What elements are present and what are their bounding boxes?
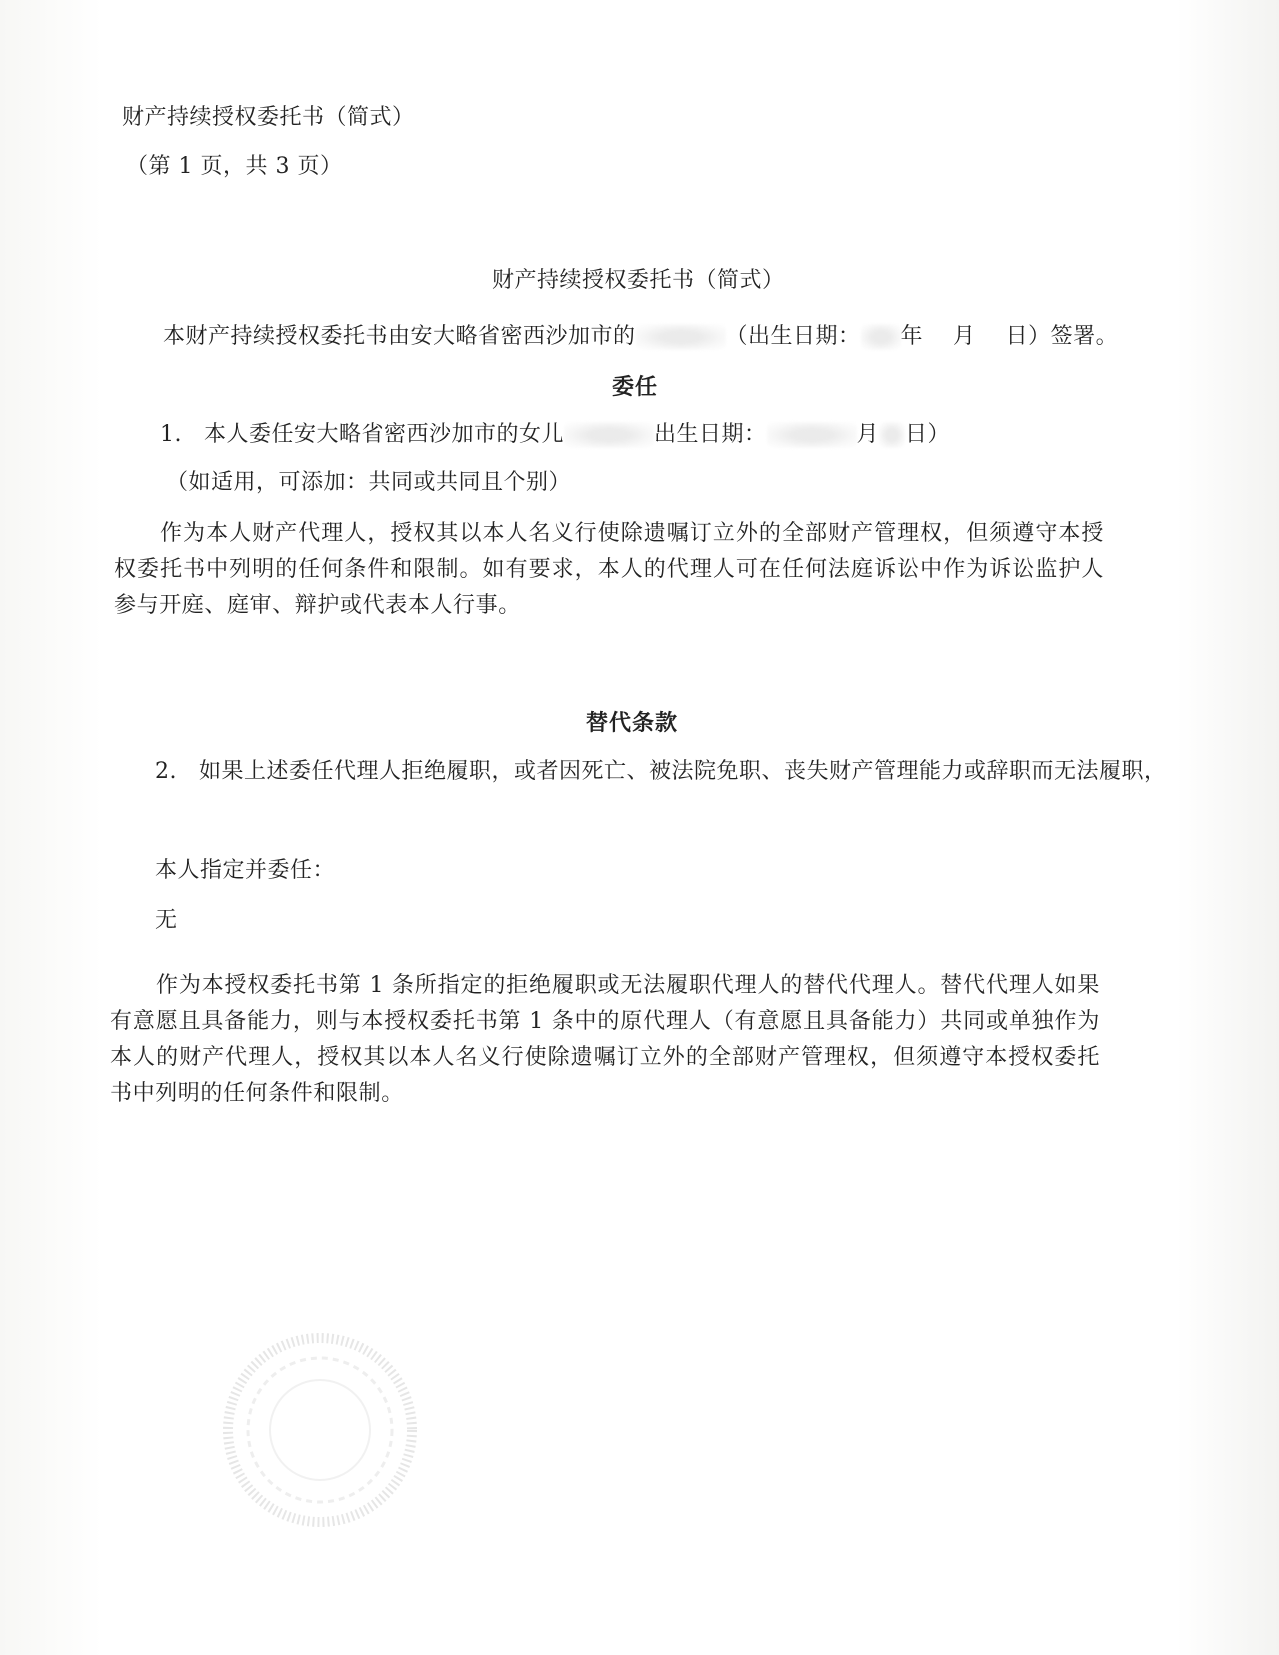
redaction-blur	[767, 422, 857, 448]
redaction-blur	[564, 422, 654, 448]
appoint-text-1: 本人委任安大略省密西沙加市的女儿	[204, 422, 565, 447]
redaction-blur	[636, 324, 726, 350]
appoint-day: 日）	[905, 422, 951, 447]
intro-text-2: （出生日期：	[725, 324, 861, 349]
appoint-month: 月	[856, 422, 880, 447]
section-heading-appoint: 委任	[612, 374, 659, 400]
header-page-info: （第 1 页，共 3 页）	[126, 154, 343, 179]
redaction-blur	[861, 324, 901, 350]
appoint-item-1	[160, 420, 950, 450]
intro-month: 月	[953, 324, 976, 349]
substitute-item-2	[155, 757, 1167, 787]
appoint-note: （如适用，可添加：共同或共同且个别）	[166, 470, 572, 495]
item-number: 1.	[160, 422, 182, 447]
header-doc-title: 财产持续授权委托书（简式）	[122, 105, 415, 130]
designate-none: 无	[155, 908, 178, 933]
section-heading-substitute: 替代条款	[586, 710, 679, 736]
appoint-body: 作为本人财产代理人，授权其以本人名义行使除遗嘱订立外的全部财产管理权，但须遵守本授权委托书中列明的任何条件和限制。如有要求，本人的代理人可在任何法庭诉讼中作为诉讼监护人参与开庭、庭审、辩护或代表本人行事。	[114, 521, 1104, 618]
intro-year: 年	[900, 324, 924, 349]
page-title: 财产持续授权委托书（简式）	[492, 268, 785, 293]
item-number: 2.	[155, 759, 177, 784]
intro-text-5: 日）签署。	[1005, 324, 1119, 349]
appoint-text-2: 出生日期：	[654, 422, 767, 447]
designate-label: 本人指定并委任：	[155, 858, 336, 883]
redaction-blur	[879, 422, 905, 448]
substitute-text: 如果上述委任代理人拒绝履职，或者因死亡、被法院免职、丧失财产管理能力或辞职而无法履职，	[199, 759, 1167, 784]
embossed-seal	[220, 1330, 420, 1530]
intro-text-1: 本财产持续授权委托书由安大略省密西沙加市的	[163, 324, 636, 349]
substitute-body: 作为本授权委托书第 1 条所指定的拒绝履职或无法履职代理人的替代代理人。替代代理人如果有意愿且具备能力，则与本授权委托书第 1 条中的原代理人（有意愿且具备能力）共同或单独作为本人的财产代理人，授权其以本人名义行使除遗嘱订立外的全部财产管理权，但须遵守本授权委托书中列明的任何条件和限制。	[110, 973, 1100, 1106]
intro-line	[163, 322, 1118, 352]
